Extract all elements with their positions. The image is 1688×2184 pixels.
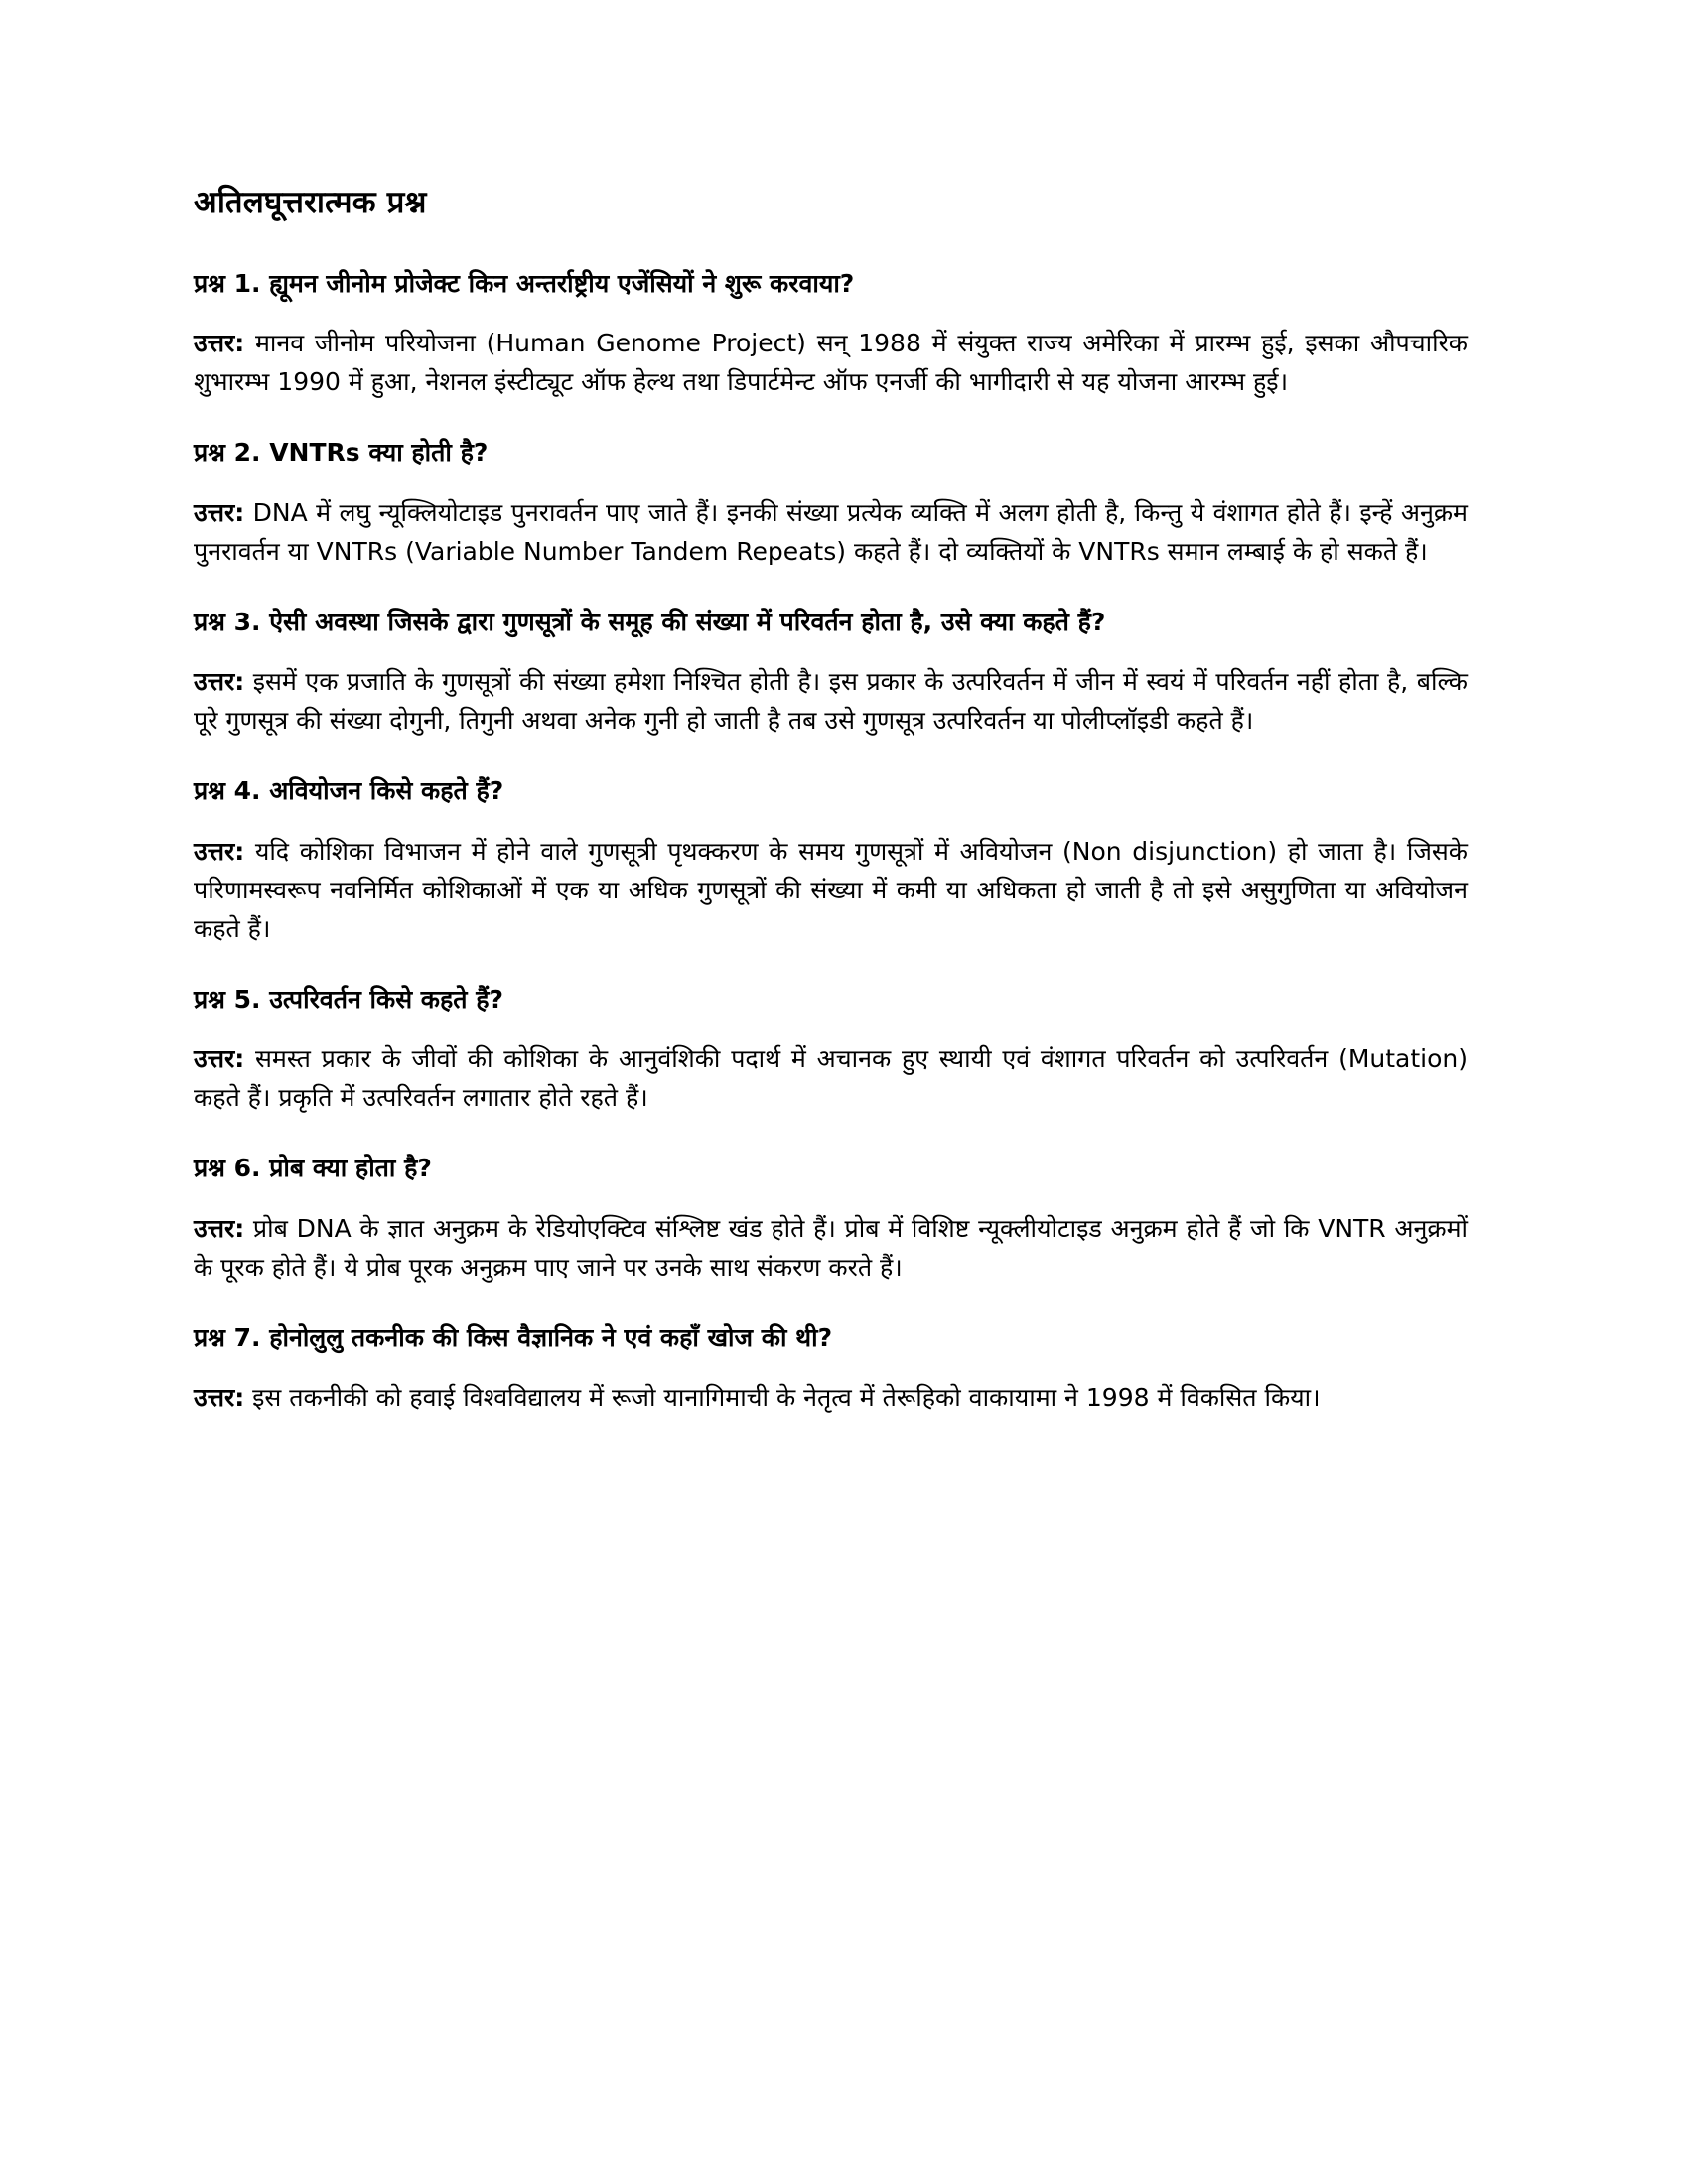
- answer-text-4: यदि कोशिका विभाजन में होने वाले गुणसूत्री पृथक्करण के समय गुणसूत्रों में अवियोजन (Non disjunction) हो जाता है। जिसके परिणामस्वरूप नवनिर्मित कोशिकाओं में एक या अधिक गुणसूत्रों की संख्या में कमी या अधिकता हो जाती है तो इसे असुगुणिता या अवियोजन कहते हैं।: [194, 836, 1468, 943]
- answer-text-3: इसमें एक प्रजाति के गुणसूत्रों की संख्या हमेशा निश्चित होती है। इस प्रकार के उत्परिवर्तन में जीन में स्वयं में परिवर्तन नहीं होता है, बल्कि पूरे गुणसूत्र की संख्या दोगुनी, तिगुनी अथवा अनेक गुनी हो जाती है तब उसे गुणसूत्र उत्परिवर्तन या पोलीप्लॉइडी कहते हैं।: [194, 667, 1468, 736]
- qa-block-2: [194, 435, 1468, 571]
- answer-paragraph-5: [194, 1039, 1468, 1117]
- qa-block-4: [194, 773, 1468, 948]
- answer-label-6: उत्तर:: [194, 1213, 245, 1243]
- answer-text-7: इस तकनीकी को हवाई विश्वविद्यालय में रूजो यानागिमाची के नेतृत्व में तेरूहिको वाकायामा ने 1998 में विकसित किया।: [244, 1383, 1321, 1413]
- answer-label-4: उत्तर:: [194, 836, 245, 866]
- qa-block-7: [194, 1320, 1468, 1418]
- answer-paragraph-1: [194, 324, 1468, 401]
- answer-paragraph-2: [194, 493, 1468, 571]
- answer-paragraph-3: [194, 662, 1468, 740]
- question-heading-5: प्रश्न 5. उत्परिवर्तन किसे कहते हैं?: [194, 984, 504, 1014]
- answer-text-5: समस्त प्रकार के जीवों की कोशिका के आनुवंशिकी पदार्थ में अचानक हुए स्थायी एवं वंशागत परिवर्तन को उत्परिवर्तन (Mutation) कहते हैं। प्रकृति में उत्परिवर्तन लगातार होते रहते हैं।: [194, 1044, 1468, 1113]
- answer-label-5: उत्तर:: [194, 1044, 245, 1074]
- answer-label-7: उत्तर:: [194, 1383, 245, 1413]
- qa-block-1: [194, 266, 1468, 402]
- answer-paragraph-7: [194, 1378, 1468, 1417]
- answer-text-2: DNA में लघु न्यूक्लियोटाइड पुनरावर्तन पाए जाते हैं। इनकी संख्या प्रत्येक व्यक्ति में अलग होती है, किन्तु ये वंशागत होते हैं। इन्हें अनुक्रम पुनरावर्तन या VNTRs (Variable Number Tandem Repeats) कहते हैं। दो व्यक्तियों के VNTRs समान लम्बाई के हो सकते हैं।: [194, 497, 1468, 566]
- answer-text-6: प्रोब DNA के ज्ञात अनुक्रम के रेडियोएक्टिव संश्लिष्ट खंड होते हैं। प्रोब में विशिष्ट न्यूक्लीयोटाइड अनुक्रम होते हैं जो कि VNTR अनुक्रमों के पूरक होते हैं। ये प्रोब पूरक अनुक्रम पाए जाने पर उनके साथ संकरण करते हैं।: [194, 1213, 1468, 1282]
- question-heading-4: प्रश्न 4. अवियोजन किसे कहते हैं?: [194, 776, 504, 806]
- answer-label-1: उत्तर:: [194, 329, 245, 358]
- question-heading-1: प्रश्न 1. ह्यूमन जीनोम प्रोजेक्ट किन अन्तर्राष्ट्रीय एजेंसियों ने शुरू करवाया?: [194, 268, 855, 298]
- question-heading-2: प्रश्न 2. VNTRs क्या होती है?: [194, 438, 489, 468]
- qa-block-6: [194, 1151, 1468, 1287]
- answer-label-3: उत्तर:: [194, 667, 245, 697]
- answer-label-2: उत्तर:: [194, 497, 245, 527]
- qa-block-5: [194, 982, 1468, 1118]
- answer-paragraph-4: [194, 832, 1468, 948]
- answer-paragraph-6: [194, 1209, 1468, 1287]
- question-heading-3: प्रश्न 3. ऐसी अवस्था जिसके द्वारा गुणसूत्रों के समूह की संख्या में परिवर्तन होता है, उसे क्या कहते हैं?: [194, 607, 1106, 636]
- question-heading-6: प्रश्न 6. प्रोब क्या होता है?: [194, 1154, 432, 1183]
- qa-block-3: [194, 605, 1468, 741]
- answer-text-1: मानव जीनोम परियोजना (Human Genome Project) सन् 1988 में संयुक्त राज्य अमेरिका में प्रारम्भ हुई, इसका औपचारिक शुभारम्भ 1990 में हुआ, नेशनल इंस्टीट्यूट ऑफ हेल्थ तथा डिपार्टमेन्ट ऑफ एनर्जी की भागीदारी से यह योजना आरम्भ हुई।: [194, 329, 1468, 397]
- question-heading-7: प्रश्न 7. होनोलुलु तकनीक की किस वैज्ञानिक ने एवं कहाँ खोज की थी?: [194, 1322, 833, 1352]
- page-title: अतिलघूत्तरात्मक प्रश्न: [194, 185, 427, 220]
